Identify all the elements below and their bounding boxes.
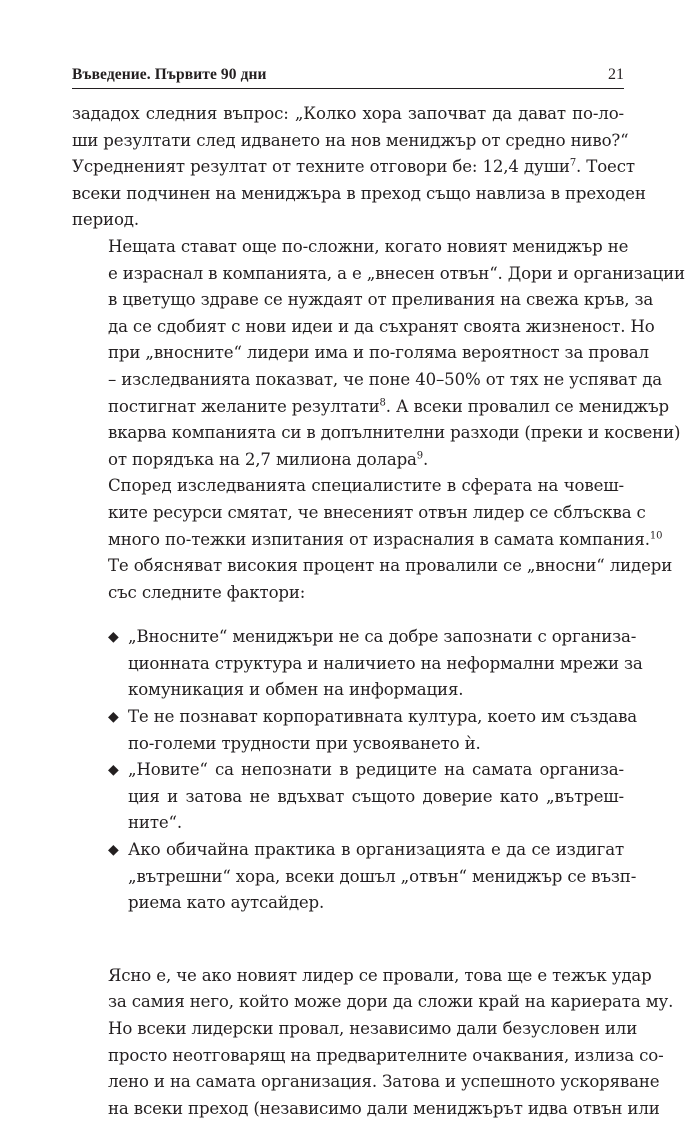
footnote-marker: 7 <box>569 157 577 169</box>
diamond-bullet-icon: ◆ <box>108 762 119 779</box>
text-line: Според изследванията специалистите в сферата на човеш- <box>108 476 624 496</box>
text-run: Усредненият резултат от техните отговори бе: 12,4 души <box>72 157 570 177</box>
text-line: всеки подчинен на мениджъра в преход също навлиза в преходен <box>72 183 646 203</box>
text-line: ните“. <box>128 813 182 833</box>
text-line: „Вносните“ мениджъри не са добре запознати с организа- <box>128 627 637 647</box>
running-header <box>72 58 624 89</box>
text-line: ция и затова не вдъхват същото доверие като „вътреш- <box>128 786 624 806</box>
text-line: ките ресурси смятат, че внесеният отвън лидер се сблъсква с <box>108 502 646 522</box>
page-number: 21 <box>608 66 624 83</box>
diamond-bullet-icon: ◆ <box>108 629 119 646</box>
text-run: постигнат желаните резултати <box>108 396 380 416</box>
running-title: Въведение. Първите 90 дни <box>72 66 267 83</box>
text-line: – изследванията показват, че поне 40–50% от тях не успяват да <box>108 369 663 389</box>
text-run: от порядъка на 2,7 милиона долара <box>108 449 417 469</box>
text-line <box>72 394 670 421</box>
text-line: Ясно е, че ако новият лидер се провали, това ще е тежък удар <box>108 965 652 985</box>
text-line: „Новите“ са непознати в редиците на самата организа- <box>128 760 624 780</box>
text-line: по-големи трудности при усвояването ѝ. <box>128 733 481 753</box>
text-line: със следните фактори: <box>108 582 306 602</box>
text-line <box>72 527 663 554</box>
paragraph-3 <box>72 473 673 606</box>
bullet-item <box>108 837 637 917</box>
text-line: вкарва компанията си в допълнителни разходи (преки и косвени) <box>108 423 681 443</box>
text-run: . А всеки провалил се мениджър <box>385 396 670 416</box>
text-line: Те не познават корпоративната култура, което им създава <box>128 707 638 727</box>
paragraph-2 <box>72 234 685 473</box>
paragraph-4 <box>72 963 674 1122</box>
text-run: . Тоест <box>576 157 635 177</box>
text-line <box>72 154 635 181</box>
text-line <box>72 447 624 474</box>
body-text <box>72 101 685 1122</box>
diamond-bullet-icon: ◆ <box>108 709 119 726</box>
text-line: Нещата стават още по-сложни, когато новият мениджър не <box>108 236 629 256</box>
text-line: да се сдобият с нови идеи и да съхранят своята жизненост. Но <box>108 316 655 336</box>
text-run: . <box>423 449 429 469</box>
text-line: комуникация и обмен на информация. <box>128 680 464 700</box>
footnote-marker: 10 <box>649 529 663 541</box>
text-line: риема като аутсайдер. <box>128 893 325 913</box>
paragraph-1 <box>72 101 646 234</box>
bullet-list <box>72 624 643 917</box>
text-line: „вътрешни“ хора, всеки дошъл „отвън“ мениджър се възп- <box>128 866 637 886</box>
footnote-marker: 9 <box>416 450 424 462</box>
text-line: на всеки преход (независимо дали мениджърът идва отвън или <box>108 1098 660 1118</box>
text-line: Те обясняват високия процент на провалили се „вносни“ лидери <box>108 556 673 576</box>
text-line: период. <box>72 210 139 230</box>
text-line: в цветущо здраве се нуждаят от преливания на свежа кръв, за <box>108 290 654 310</box>
text-line: Ако обичайна практика в организацията е да се издигат <box>128 840 624 860</box>
text-line: Но всеки лидерски провал, независимо дали безусловен или <box>108 1019 638 1038</box>
bullet-item <box>108 757 624 837</box>
section-gap <box>72 917 624 963</box>
text-run: много по-тежки изпитания от израсналия в самата компания. <box>108 529 650 549</box>
bullet-item <box>108 624 643 704</box>
text-line: просто неотговарящ на предварителните очаквания, излиза со- <box>108 1045 664 1065</box>
text-line: при „вносните“ лидери има и по-голяма вероятност за провал <box>108 343 649 363</box>
text-line: ционната структура и наличието на неформални мрежи за <box>128 653 643 673</box>
text-line: зададох следния въпрос: „Колко хора започват да дават по-ло- <box>72 104 624 123</box>
text-line: е израснал в компанията, а е „внесен отвън“. Дори и организации <box>108 263 685 283</box>
text-line: лено и на самата организация. Затова и успешното ускоряване <box>108 1072 660 1092</box>
diamond-bullet-icon: ◆ <box>108 842 119 859</box>
footnote-marker: 8 <box>379 397 386 408</box>
text-line: ши резултати след идването на нов мениджър от средно ниво?“ <box>72 130 629 150</box>
text-line: за самия него, който може дори да сложи край на кариерата му. <box>108 992 674 1012</box>
bullet-item <box>108 704 638 757</box>
